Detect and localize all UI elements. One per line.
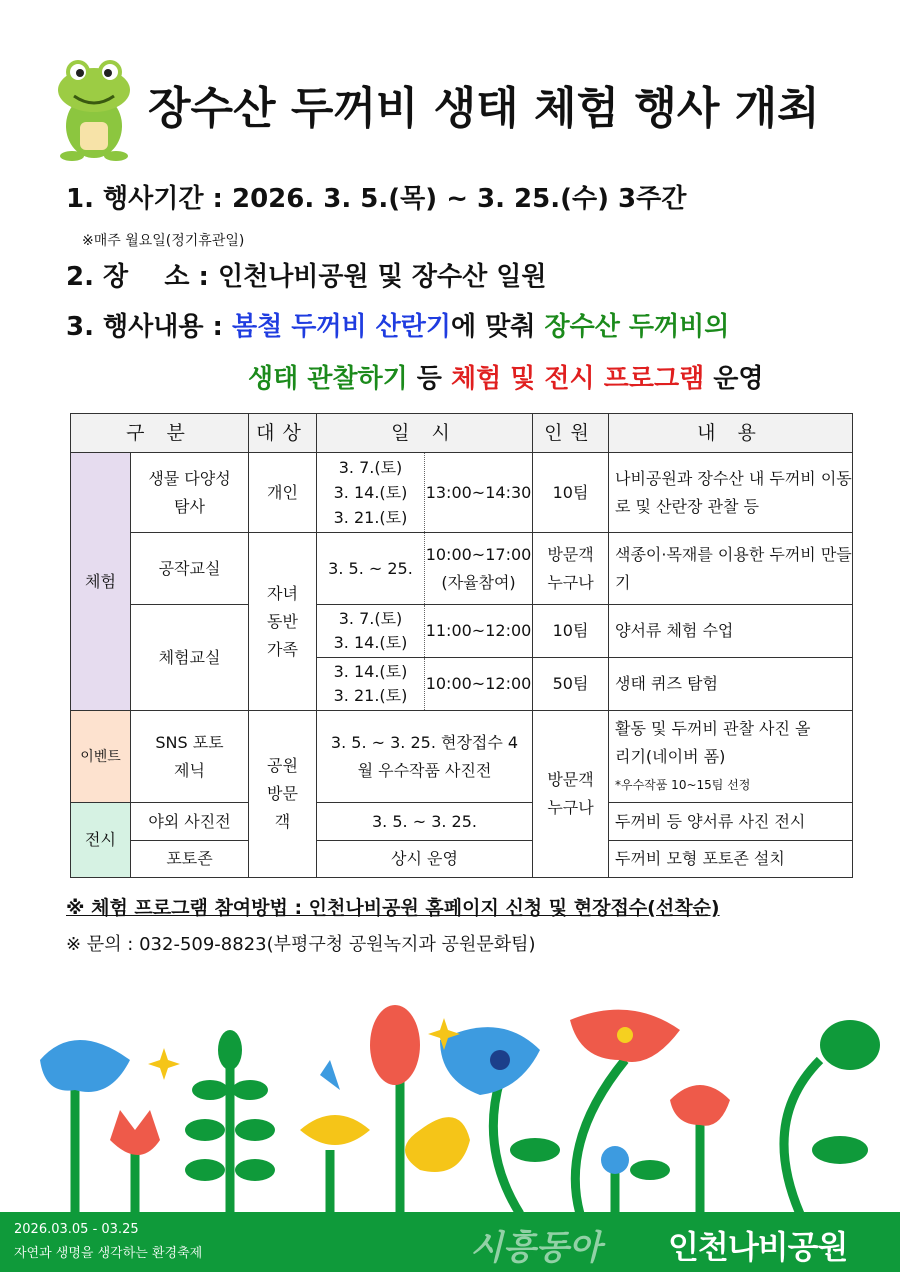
program-dates: 3. 5. ~ 25. xyxy=(317,533,425,605)
program-target: 개인 xyxy=(249,453,317,533)
program-people: 방문객 누구나 xyxy=(533,711,609,878)
table-row xyxy=(71,453,853,533)
page-title: 장수산 두꺼비 생태 체험 행사 개최 xyxy=(148,83,820,134)
content-text-3: 운영 xyxy=(704,364,764,394)
table-row xyxy=(71,605,853,658)
header-category: 구 분 xyxy=(71,414,249,453)
flower-illustration-icon xyxy=(0,1000,900,1214)
park-logo: 인천나비공원 xyxy=(668,1228,848,1266)
program-desc: 양서류 체험 수업 xyxy=(609,605,853,658)
header-people: 인원 xyxy=(533,414,609,453)
content-highlight-blue: 봄철 두꺼비 산란기 xyxy=(232,312,452,342)
program-target: 자녀 동반 가족 xyxy=(249,533,317,711)
program-time: 10:00~12:00 xyxy=(425,658,533,711)
program-desc: 두꺼비 등 양서류 사진 전시 xyxy=(609,803,853,841)
group-experience: 체험 xyxy=(71,453,131,711)
program-people: 50팀 xyxy=(533,658,609,711)
footer-date: 2026.03.05 - 03.25 xyxy=(14,1222,139,1237)
content-text: 에 맞춰 xyxy=(451,312,545,342)
content-highlight-green: 장수산 두꺼비의 xyxy=(544,312,730,342)
program-name: 공작교실 xyxy=(131,533,249,605)
footer-subtitle: 자연과 생명을 생각하는 환경축제 xyxy=(14,1246,203,1261)
program-people: 10팀 xyxy=(533,453,609,533)
program-name: 생물 다양성 탐사 xyxy=(131,453,249,533)
program-name: 포토존 xyxy=(131,841,249,878)
event-content-line2 xyxy=(248,358,763,395)
program-dates: 3. 5. ~ 3. 25. xyxy=(317,803,533,841)
program-note: *우수작품 10~15팀 선정 xyxy=(615,777,751,792)
program-people: 방문객 누구나 xyxy=(533,533,609,605)
program-name: SNS 포토제닉 xyxy=(131,711,249,803)
frog-mascot-icon xyxy=(52,56,136,162)
table-row xyxy=(71,711,853,803)
table-row xyxy=(71,841,853,878)
program-desc: 활동 및 두꺼비 관찰 사진 올리기(네이버 폼) xyxy=(615,718,811,766)
contact-info: ※ 문의 : 032-509-8823(부평구청 공원녹지과 공원문화팀) xyxy=(66,934,536,955)
program-dates: 3. 14.(토) 3. 21.(토) xyxy=(317,658,425,711)
group-event: 이벤트 xyxy=(71,711,131,803)
program-time: 10:00~17:00 (자율참여) xyxy=(425,533,533,605)
program-dates: 3. 5. ~ 3. 25. 현장접수 4월 우수작품 사진전 xyxy=(317,711,533,803)
program-table xyxy=(70,413,853,878)
program-time: 13:00~14:30 xyxy=(425,453,533,533)
content-highlight-red: 체험 및 전시 프로그램 xyxy=(450,364,705,394)
table-row xyxy=(71,803,853,841)
program-dates: 상시 운영 xyxy=(317,841,533,878)
header-datetime: 일 시 xyxy=(317,414,533,453)
period-note: ※매주 월요일(정기휴관일) xyxy=(82,233,245,249)
program-dates: 3. 7.(토) 3. 14.(토) xyxy=(317,605,425,658)
event-content xyxy=(66,306,729,343)
content-prefix: 3. 행사내용 : xyxy=(66,312,232,342)
program-dates: 3. 7.(토) 3. 14.(토) 3. 21.(토) xyxy=(317,453,425,533)
program-name: 체험교실 xyxy=(131,605,249,711)
table-row xyxy=(71,533,853,605)
program-desc: 생태 퀴즈 탐험 xyxy=(609,658,853,711)
program-target: 공원 방문객 xyxy=(249,711,317,878)
content-highlight-green-2: 생태 관찰하기 xyxy=(248,364,408,394)
program-time: 11:00~12:00 xyxy=(425,605,533,658)
event-period: 1. 행사기간 : 2026. 3. 5.(목) ~ 3. 25.(수) 3주간 xyxy=(66,184,687,214)
program-desc: 나비공원과 장수산 내 두꺼비 이동로 및 산란장 관찰 등 xyxy=(609,453,853,533)
header-content: 내 용 xyxy=(609,414,853,453)
content-text-2: 등 xyxy=(407,364,451,394)
program-name: 야외 사진전 xyxy=(131,803,249,841)
group-exhibition: 전시 xyxy=(71,803,131,878)
program-desc-cell xyxy=(609,711,853,803)
program-desc: 색종이·목재를 이용한 두꺼비 만들기 xyxy=(609,533,853,605)
program-people: 10팀 xyxy=(533,605,609,658)
participation-method: ※ 체험 프로그램 참여방법 : 인천나비공원 홈페이지 신청 및 현장접수(선착순) xyxy=(66,897,720,919)
header-target: 대상 xyxy=(249,414,317,453)
table-header-row xyxy=(71,414,853,453)
event-place: 2. 장 소 : 인천나비공원 및 장수산 일원 xyxy=(66,262,547,292)
watermark: 시흥동아 xyxy=(470,1228,602,1268)
program-desc: 두꺼비 모형 포토존 설치 xyxy=(609,841,853,878)
